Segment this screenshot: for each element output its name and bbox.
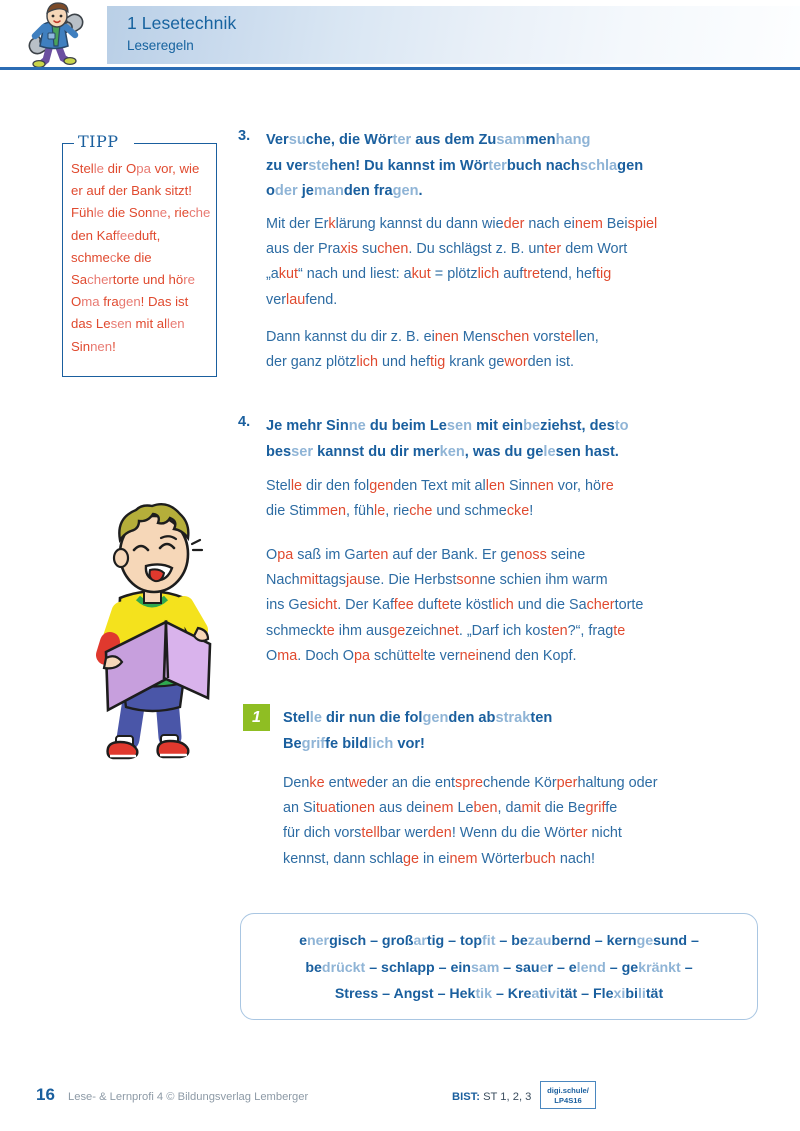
chapter-subtitle: Leseregeln — [127, 38, 194, 53]
header-bar-edge — [104, 6, 107, 64]
digi-schule-code-line2: LP4S16 — [554, 1096, 582, 1105]
item-4-heading: Je mehr Sinne du beim Lesen mit einbeziehst, desto besser kannst du dir merken, was du gelesen hast. — [266, 418, 629, 460]
page-header — [0, 0, 800, 70]
chapter-title: 1 Lesetechnik — [127, 13, 237, 33]
digi-schule-code-box — [540, 1081, 596, 1109]
header-divider-rule — [0, 67, 800, 70]
footer-credit: Lese- & Lernprofi 4 © Bildungsverlag Lemberger — [68, 1091, 309, 1103]
tipp-text: Stelle dir Opa vor, wie er auf der Bank sitzt! Fühle die Sonne, rieche den Kaffeeduft, schmecke die Sachertorte und höre Oma fragen! Das ist das Lesen mit allen Sinnen! — [71, 161, 211, 354]
boy-reading-book-icon — [62, 492, 242, 797]
item-3-heading: Versuche, die Wörter aus dem Zusammenhang zu verstehen! Du kannst im Wörterbuch nachschlagen oder jemanden fragen. — [266, 132, 644, 200]
exercise-body: Denke entweder an die entsprechende Körperhaltung oder an Situationen aus deinem Leben, damit die Begriffe für dich vorstellbar werden! Wenn du die Wörter nicht kennst, dann schlage in einem Wörterbuch nach! — [283, 775, 658, 867]
bist-label: BIST: — [452, 1091, 480, 1103]
exercise-heading: Stelle dir nun die folgenden abstrakten Begriffe bildlich vor! — [283, 710, 553, 752]
item-3-number: 3. — [238, 128, 251, 144]
item-4-paragraph-2: Opa saß im Garten auf der Bank. Er genoss seine Nachmittagsjause. Die Herbstsonne schien ihm warm ins Gesicht. Der Kaffee duftete köstlich und die Sachertorte schmeckte ihm ausgezeichnet. „Darf ich kosten?“, fragte Oma. Doch Opa schüttelte verneinend den Kopf. — [266, 547, 644, 664]
boy-with-wrench-icon — [8, 0, 104, 70]
word-list-text — [240, 928, 758, 1008]
item-3-paragraph-2: Dann kannst du dir z. B. einen Menschen vorstellen, der ganz plötzlich und heftig krank geworden ist. — [266, 329, 599, 371]
item-4-paragraph-1: Stelle dir den folgenden Text mit allen Sinnen vor, höre die Stimmen, fühle, rieche und schmecke! — [266, 478, 614, 520]
digi-schule-code-line1: digi.schule/ — [547, 1086, 589, 1095]
tipp-label: TIPP — [78, 132, 119, 151]
page-number: 16 — [36, 1085, 55, 1104]
word-list-line: bedrückt – schlapp – einsam – sauer – elend – gekränkt – — [305, 959, 693, 976]
footer-bist — [452, 1091, 531, 1103]
word-list-line: energisch – großartig – topfit – bezaubernd – kerngesund – — [299, 933, 699, 949]
exercise-number-badge — [243, 704, 270, 731]
exercise-number: 1 — [252, 709, 261, 726]
bist-value: ST 1, 2, 3 — [479, 1091, 532, 1103]
item-3-paragraph-1: Mit der Erklärung kannst du dann wieder nach einem Beispiel aus der Praxis suchen. Du schlägst z. B. unter dem Wort „akut“ nach und liest: akut = plötzlich auftretend, heftig verlaufend. — [266, 216, 658, 308]
word-list-line: Stress – Angst – Hektik – Kreativität – Flexibilität — [334, 986, 664, 1002]
item-4-number: 4. — [238, 414, 251, 430]
